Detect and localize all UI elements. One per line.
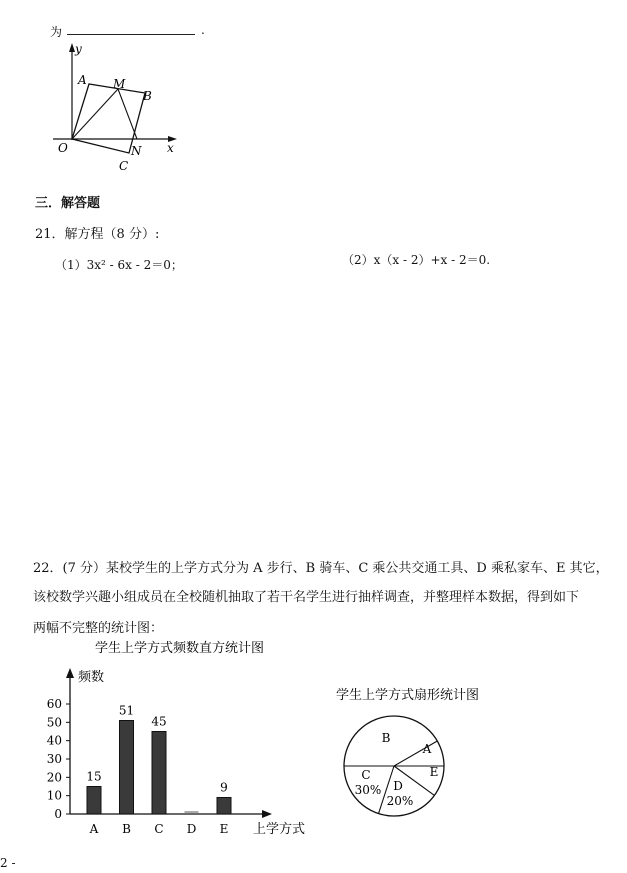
- pie-chart: [330, 680, 480, 820]
- section-title: 三．解答题: [35, 196, 101, 211]
- frequency-bar-chart: [10, 632, 330, 842]
- bar-x-label: 上学方式: [253, 822, 306, 837]
- bar-y-tick-label-30: 30: [46, 752, 62, 766]
- segment-om: [72, 89, 118, 139]
- bar-C: [152, 732, 166, 815]
- label-c: C: [119, 159, 129, 173]
- q22-line2: 该校数学兴趣小组成员在全校随机抽取了若干名学生进行抽样调查，并整理样本数据，得到如下: [33, 590, 580, 605]
- bar-y-tick-label-50: 50: [46, 715, 62, 730]
- pie-slice-label-E: E: [429, 765, 439, 779]
- bar-y-tick-label-0: 0: [54, 807, 62, 821]
- q22-line3: 两幅不完整的统计图：: [33, 621, 164, 636]
- label-b: B: [143, 89, 152, 103]
- pie-slice-label-A: A: [422, 742, 432, 756]
- bar-y-tick-label-60: 60: [46, 697, 62, 711]
- bar-B: [120, 721, 134, 815]
- q21-part1: （1）3x² - 6x - 2＝0；: [55, 258, 183, 272]
- pie-slice-label-D: D: [393, 779, 403, 793]
- segment-mn: [118, 89, 137, 139]
- bar-value-label-C: 45: [151, 714, 167, 729]
- label-y: y: [75, 42, 82, 56]
- bar-y-tick-label-20: 20: [46, 770, 62, 785]
- pie-layer: [344, 716, 444, 816]
- bar-category-B: B: [122, 822, 131, 836]
- bar-y-axis-arrow: [66, 668, 74, 678]
- pie-percent-label-D: 20%: [386, 794, 414, 808]
- bar-y-tick-label-10: 10: [46, 788, 62, 803]
- bar-category-A: A: [89, 822, 99, 836]
- pie-slice-label-C: C: [361, 768, 371, 782]
- bar-value-label-B: 51: [118, 703, 135, 718]
- bar-category-E: E: [219, 822, 229, 836]
- pie-percent-label-C: 30%: [354, 783, 382, 797]
- bar-category-C: C: [154, 822, 164, 836]
- square-oabc: [72, 84, 145, 153]
- q22-line1: 22．(7 分）某校学生的上学方式分为 A 步行、B 骑车、C 乘公共交通工具、D 乘私家车、E 其它，: [33, 561, 609, 576]
- label-x: x: [167, 141, 174, 155]
- label-n: N: [131, 144, 142, 158]
- answer-blank: [67, 34, 195, 35]
- bar-x-axis-arrow: [262, 810, 272, 818]
- geometry-figure: [45, 40, 185, 180]
- bar-chart-title: 学生上学方式频数直方统计图: [95, 641, 265, 656]
- bar-y-label: 频数: [78, 670, 105, 685]
- bar-E: [217, 798, 231, 815]
- bar-y-tick-label-40: 40: [46, 733, 62, 748]
- suffix-text: .: [201, 23, 205, 37]
- bar-value-label-E: 9: [220, 780, 228, 795]
- prefix-text: 为: [50, 25, 63, 39]
- label-a: A: [78, 73, 87, 87]
- q21-part2: （2）x（x - 2）+x - 2＝0.: [342, 253, 491, 267]
- page-number: 2 -: [0, 856, 16, 870]
- bar-A: [87, 787, 101, 815]
- pie-chart-title: 学生上学方式扇形统计图: [336, 688, 480, 703]
- bar-layer: [47, 697, 231, 836]
- label-m: M: [113, 77, 126, 91]
- pie-slice-label-B: B: [381, 731, 391, 745]
- q21-title: 21．解方程（8 分）:: [35, 227, 160, 242]
- bar-value-label-A: 15: [86, 769, 102, 784]
- label-o: O: [58, 141, 68, 155]
- bar-category-D: D: [186, 822, 197, 836]
